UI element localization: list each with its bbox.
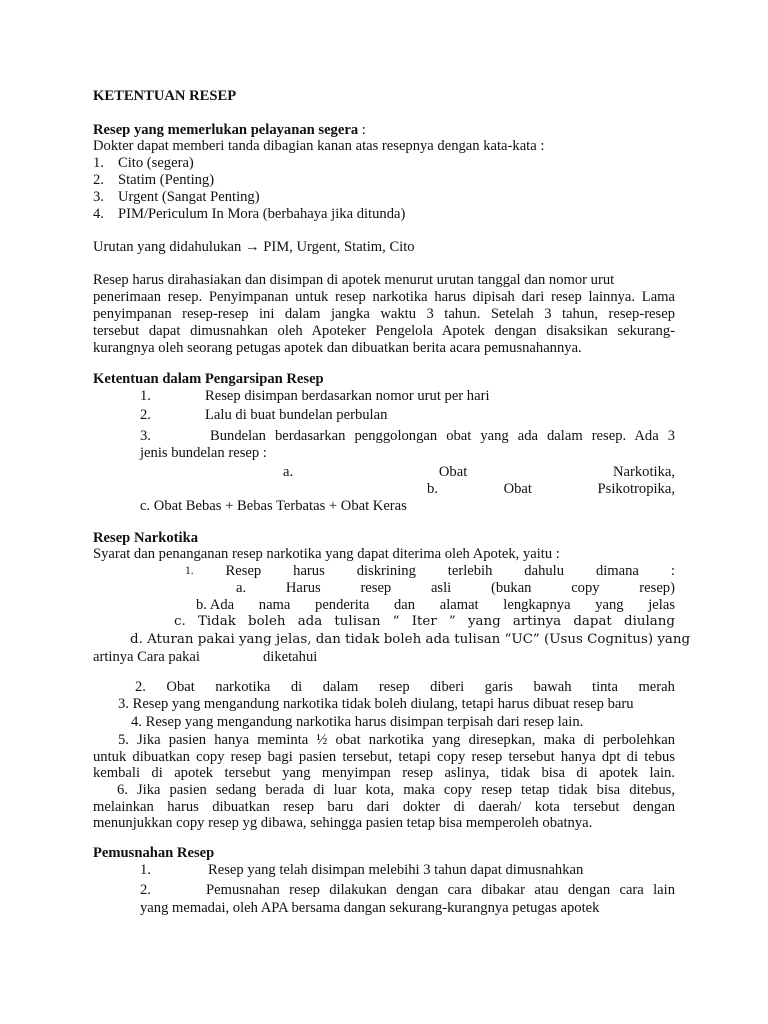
item-word: dimana [595, 563, 639, 579]
paragraph-line: tersebut dapat dimusnahkan oleh Apoteker Pengelola Apotek dengan disaksikan sekurang- [93, 323, 675, 339]
narkotika-heading: Resep Narkotika [93, 530, 198, 546]
item-word: “ [392, 614, 400, 629]
urgent-heading-colon: : [358, 122, 366, 138]
item-number: 3. [140, 428, 151, 444]
item-word: yang [595, 597, 624, 613]
item-word: ” [448, 614, 456, 629]
sub-item-word: Obat [503, 481, 532, 497]
item-word: b. Ada [196, 597, 235, 613]
paragraph-line: penyimpanan resep-resep ini dalam jangka waktu 3 tahun. Setelah 3 tahun, resep-resep [93, 306, 675, 322]
item-word: dapat [573, 614, 612, 629]
item-word: resep) [639, 580, 675, 596]
narkotika-item-continuation: untuk dibuatkan copy resep bagi pasien tersebut, tetapi copy resep tersebut hanya dpt di tebus [93, 749, 675, 765]
item-word: harus [293, 563, 325, 579]
sub-item-word: Obat [438, 464, 468, 480]
item-word: resep [378, 679, 410, 695]
priority-order-label: Urutan yang didahulukan [93, 239, 245, 255]
item-text: Resep disimpan berdasarkan nomor urut per hari [205, 388, 490, 404]
item-word: Tidak [197, 614, 236, 629]
narkotika-item: 5. Jika pasien hanya meminta ½ obat narkotika yang diresepkan, maka di perbolehkan [118, 732, 675, 748]
urgent-item [93, 206, 406, 223]
narkotika-item-continuation: melainkan harus dibuatkan resep baru dari dokter di daerah/ kota tersebut dengan [93, 799, 675, 815]
bundle-sub-item [283, 464, 675, 481]
narkotika-sub-item [236, 580, 675, 597]
item-word: tinta [592, 679, 618, 695]
item-word: Resep [225, 563, 262, 579]
narkotika-item [135, 679, 675, 696]
item-word: asli [430, 580, 452, 596]
item-word: Iter [411, 614, 437, 629]
item-word: Obat [166, 679, 195, 695]
urgent-item [93, 189, 260, 206]
narkotika-item [185, 563, 675, 580]
item-word: dan [393, 597, 416, 613]
narkotika-item: 4. Resep yang mengandung narkotika harus disimpan terpisah dari resep lain. [131, 714, 584, 730]
sub-item-word: Narkotika, [612, 464, 675, 480]
item-number: 2. [93, 172, 104, 188]
item-number: 2. [140, 882, 151, 898]
item-text: Cito (segera) [118, 155, 194, 171]
item-word: di [290, 679, 303, 695]
bundle-sub-item [427, 481, 675, 498]
narkotika-sub-item-continuation [93, 649, 318, 666]
item-number: 2. [135, 679, 146, 695]
bundle-sub-item: c. Obat Bebas + Bebas Terbatas + Obat Keras [140, 498, 407, 514]
urgent-heading-line [93, 122, 366, 139]
item-word: penderita [315, 597, 370, 613]
item-word: a. [236, 580, 247, 596]
item-word: merah [638, 679, 675, 695]
item-word: yang [467, 614, 501, 629]
item-word: diulang [624, 614, 675, 629]
narkotika-item: 3. Resep yang mengandung narkotika tidak boleh diulang, tetapi harus dibuat resep baru [118, 696, 634, 712]
item-word: alamat [439, 597, 479, 613]
destruction-item [140, 862, 584, 879]
item-text: Resep yang telah disimpan melebihi 3 tahun dapat dimusnahkan [208, 862, 584, 878]
narkotika-item: 6. Jika pasien sedang berada di luar kota, maka copy resep tetap tidak bisa ditebus, [117, 782, 675, 798]
narkotika-item-continuation: menunjukkan copy resep yg dibawa, sehingga pasien tetap bisa memperoleh obatnya. [93, 815, 593, 831]
narkotika-sub-item [196, 597, 675, 614]
item-text: Lalu di buat bundelan perbulan [205, 407, 388, 423]
item-word: dalam [322, 679, 359, 695]
paragraph-line: kurangnya oleh seorang petugas apotek dan dibuatkan berita acara pemusnahannya. [93, 340, 582, 356]
item-word: copy [571, 580, 600, 596]
item-word: : [670, 563, 675, 579]
item-word: lengkapnya [503, 597, 571, 613]
item-word: garis [484, 679, 513, 695]
narkotika-item-continuation: kembali di apotek tersebut yang menyimpan resep aslinya, tidak bisa di apotek lain. [93, 765, 675, 781]
priority-order-value: PIM, Urgent, Statim, Cito [259, 239, 415, 255]
urgent-item [93, 172, 215, 189]
item-word: terlebih [447, 563, 493, 579]
archive-heading: Ketentuan dalam Pengarsipan Resep [93, 371, 324, 387]
document-title: KETENTUAN RESEP [93, 88, 237, 104]
item-number: 1. [93, 155, 104, 171]
sub-item-word: Psikotropika, [597, 481, 675, 497]
item-number: 1. [140, 388, 151, 404]
destruction-heading: Pemusnahan Resep [93, 845, 215, 861]
urgent-heading: Resep yang memerlukan pelayanan segera [93, 122, 359, 138]
sub-item-letter: a. [283, 464, 294, 480]
item-word: Harus [285, 580, 321, 596]
item-word: c. [174, 614, 186, 629]
archive-item [140, 388, 490, 405]
item-word: artinya [512, 614, 562, 629]
item-word: (bukan [490, 580, 532, 596]
item-word: nama [258, 597, 291, 613]
sub-item-letter: b. [427, 481, 438, 497]
item-word: ada [297, 614, 323, 629]
item-word: tulisan [334, 614, 381, 629]
paragraph-line: penerimaan resep. Penyimpanan untuk resep narkotika harus dipisah dari resep lainnya. Lama [93, 289, 675, 305]
item-number: 1. [185, 565, 194, 577]
item-text: Urgent (Sangat Penting) [118, 189, 260, 205]
item-text: Bundelan berdasarkan penggolongan obat yang ada dalam resep. Ada 3 [210, 428, 675, 444]
archive-item [140, 428, 675, 445]
item-word: narkotika [215, 679, 271, 695]
archive-item [140, 407, 388, 424]
item-word: boleh [248, 614, 286, 629]
item-text: artinya Cara pakai [93, 649, 200, 665]
item-number: 3. [93, 189, 104, 205]
item-word: resep [360, 580, 392, 596]
item-text: diketahui [263, 649, 318, 665]
item-number: 1. [140, 862, 151, 878]
archive-item-continuation: jenis bundelan resep : [140, 445, 267, 461]
item-text: PIM/Periculum In Mora (berbahaya jika ditunda) [118, 206, 406, 222]
paragraph-line: Resep harus dirahasiakan dan disimpan di apotek menurut urutan tanggal dan nomor urut [93, 272, 615, 288]
item-number: 2. [140, 407, 151, 423]
item-word: bawah [533, 679, 572, 695]
arrow-right-icon: → [244, 239, 260, 255]
destruction-item [140, 882, 675, 899]
urgent-intro: Dokter dapat memberi tanda dibagian kanan atas resepnya dengan kata-kata : [93, 138, 545, 154]
item-word: diberi [430, 679, 465, 695]
item-word: dahulu [524, 563, 565, 579]
narkotika-sub-item [174, 613, 675, 630]
priority-order-line [93, 239, 415, 256]
item-word: diskrining [356, 563, 416, 579]
item-word: jelas [648, 597, 675, 613]
item-text: Pemusnahan resep dilakukan dengan cara dibakar atau dengan cara lain [206, 882, 675, 898]
destruction-item-continuation: yang memadai, oleh APA bersama dangan sekurang-kurangnya petugas apotek [140, 900, 600, 916]
item-text: Statim (Penting) [118, 172, 215, 188]
narkotika-sub-item: d. Aturan pakai yang jelas, dan tidak boleh ada tulisan “UC” (Usus Cognitus) yang [130, 632, 691, 647]
urgent-item [93, 155, 194, 172]
narkotika-intro: Syarat dan penanganan resep narkotika yang dapat diterima oleh Apotek, yaitu : [93, 546, 560, 562]
item-number: 4. [93, 206, 104, 222]
